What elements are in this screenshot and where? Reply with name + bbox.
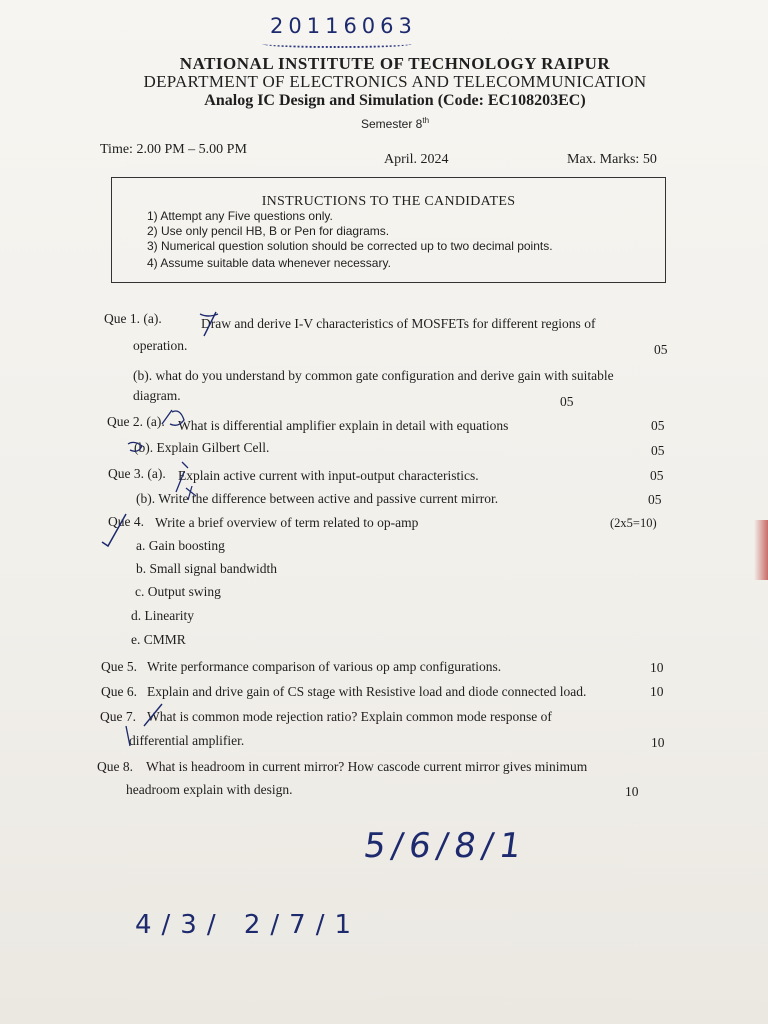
q4-label: Que 4. [108, 514, 144, 529]
pen-tick-icon [196, 308, 226, 344]
q7-text: What is common mode rejection ratio? Explain common mode response of [147, 709, 552, 724]
q6-text: Explain and drive gain of CS stage with Resistive load and diode connected load. [147, 684, 587, 699]
instructions-title: INSTRUCTIONS TO THE CANDIDATES [261, 194, 516, 209]
q2a-text: What is differential amplifier explain in detail with equations [178, 418, 509, 433]
q4-item-a: a. Gain boosting [136, 538, 225, 553]
q4-item-d: d. Linearity [131, 608, 194, 623]
q2b-marks: 05 [651, 443, 665, 458]
q5-label: Que 5. [101, 659, 137, 674]
q3a-text: Explain active current with input-output characteristics. [178, 468, 479, 483]
q4-marks: (2x5=10) [610, 516, 657, 530]
instruction-item: 4) Assume suitable data whenever necessary. [147, 256, 391, 270]
q1a-label: Que 1. (a). [104, 311, 162, 326]
semester [0, 116, 768, 131]
instruction-item: 2) Use only pencil HB, B or Pen for diagrams. [147, 224, 390, 238]
q1b-marks: 05 [560, 394, 574, 409]
handwritten-marks-line-2: 4/3/ 2/7/1 [135, 910, 362, 940]
q1b-text: (b). what do you understand by common gate configuration and derive gain with suitable [133, 368, 614, 383]
q2a-label: Que 2. (a). [107, 414, 165, 429]
q3a-marks: 05 [650, 468, 664, 483]
q1a-text-cont: operation. [133, 338, 188, 353]
handwritten-roll-number: 20116063 [270, 14, 417, 38]
instruction-item: 1) Attempt any Five questions only. [147, 209, 333, 223]
institute-name: NATIONAL INSTITUTE OF TECHNOLOGY RAIPUR [179, 54, 611, 73]
q3b-text: (b). Write the difference between active and passive current mirror. [136, 491, 499, 506]
q8-label: Que 8. [97, 759, 133, 774]
pen-tick-icon [140, 702, 174, 730]
exam-time: Time: 2.00 PM – 5.00 PM [100, 142, 247, 157]
instruction-item: 3) Numerical question solution should be corrected up to two decimal points. [147, 239, 553, 253]
q4-item-e: e. CMMR [131, 632, 186, 647]
exam-date: April. 2024 [384, 152, 449, 167]
q1a-text: Draw and derive I-V characteristics of MOSFETs for different regions of [201, 316, 596, 331]
q8-marks: 10 [625, 784, 639, 799]
q5-marks: 10 [650, 660, 664, 675]
pen-tick-icon [182, 484, 204, 504]
q3a-label: Que 3. (a). [108, 466, 166, 481]
q8-text: What is headroom in current mirror? How cascode current mirror gives minimum [146, 759, 588, 774]
q1a-marks: 05 [654, 342, 668, 357]
department-name: DEPARTMENT OF ELECTRONICS AND TELECOMMUNICATION [143, 72, 647, 91]
q7-text-cont: differential amplifier. [129, 733, 245, 748]
q2b-text: (b). Explain Gilbert Cell. [134, 440, 270, 455]
max-marks: Max. Marks: 50 [567, 152, 657, 167]
pen-tick-icon [160, 406, 190, 434]
q4-item-b: b. Small signal bandwidth [136, 561, 277, 576]
q6-label: Que 6. [101, 684, 137, 699]
q1b-text-cont: diagram. [133, 388, 181, 403]
q2a-marks: 05 [651, 418, 665, 433]
semester-suffix: th [422, 116, 430, 125]
q7-label: Que 7. [100, 709, 136, 724]
q4-item-c: c. Output swing [135, 584, 221, 599]
pen-tick-icon [120, 724, 142, 750]
q5-text: Write performance comparison of various op amp configurations. [147, 659, 502, 674]
pen-tick-icon [98, 508, 134, 550]
q4-text: Write a brief overview of term related to op-amp [155, 515, 419, 530]
roll-underline [262, 40, 412, 48]
pen-tick-icon [126, 436, 150, 458]
instructions-box [111, 177, 666, 283]
q6-marks: 10 [650, 684, 664, 699]
red-background-edge [754, 520, 768, 580]
semester-text: Semester 8 [360, 117, 423, 131]
course-title: Analog IC Design and Simulation (Code: EC108203EC) [204, 92, 586, 109]
q3b-marks: 05 [648, 492, 662, 507]
handwritten-marks-line-1: 5/6/8/1 [361, 826, 530, 866]
q8-text-cont: headroom explain with design. [126, 782, 293, 797]
q7-marks: 10 [651, 735, 665, 750]
